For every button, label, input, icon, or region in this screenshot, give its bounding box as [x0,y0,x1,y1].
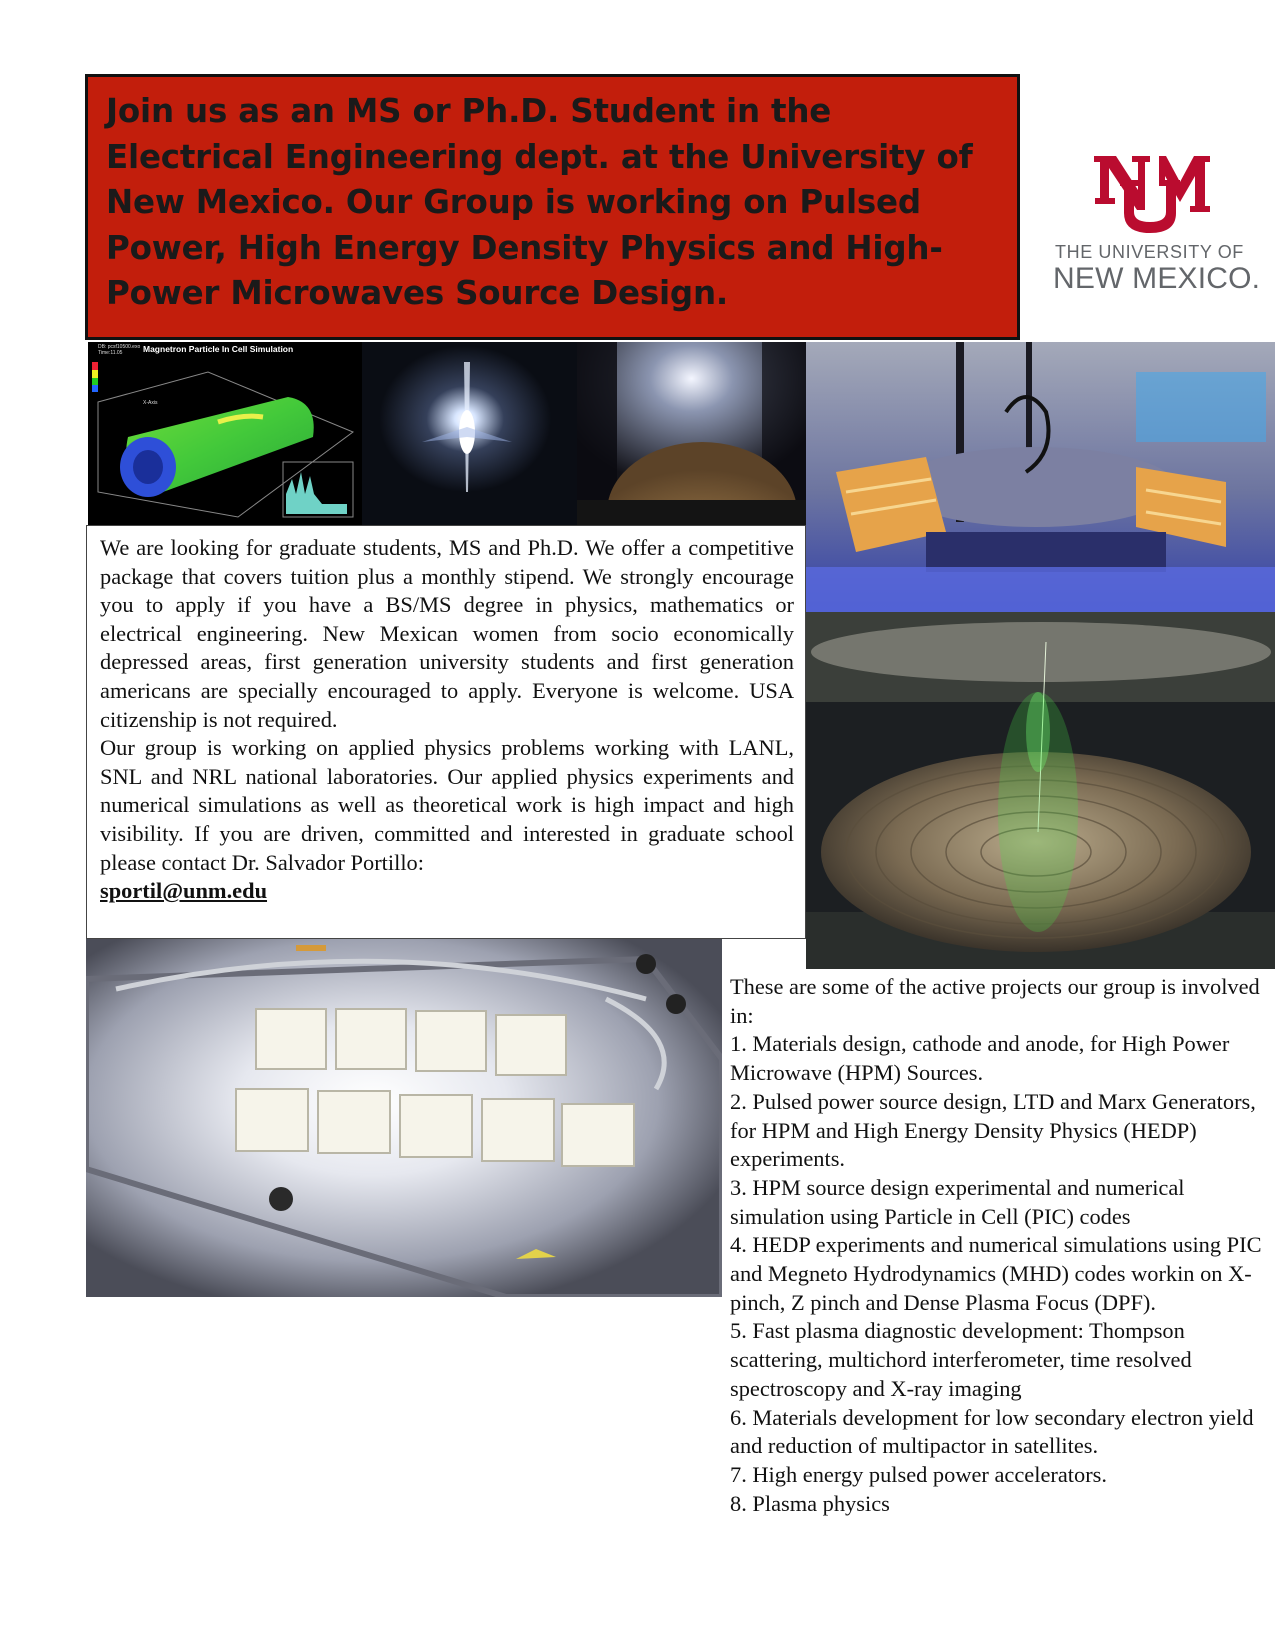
lab-apparatus-image [806,342,1275,612]
simulation-image [88,342,362,525]
recruitment-paragraph-2-text: Our group is working on applied physics problems working with LANL, SNL and NRL national laboratories. Our applied physics experiments and numerical simulations as well as theoretical work is high impact and high visibility. If you are driven, committed and interested in graduate school please contact Dr. Salvador Portillo: [100,735,794,875]
logo-line-1: THE UNIVERSITY OF [1055,242,1244,262]
project-item-5: 5. Fast plasma diagnostic development: Thompson scattering, multichord interferometer, time resolved spectroscopy and X-ray imaging [730,1318,1192,1401]
recruitment-paragraph-2 [100,734,794,906]
sim-axis-label: X-Axis [143,400,158,406]
project-item-4: 4. HEDP experiments and numerical simulations using PIC and Megneto Hydrodynamics (MHD) codes workin on X-pinch, Z pinch and Dense Plasma Focus (DPF). [730,1232,1262,1315]
project-item-2: 2. Pulsed power source design, LTD and Marx Generators, for HPM and High Energy Density Physics (HEDP) experiments. [730,1088,1256,1172]
projects-intro: These are some of the active projects our group is involved in: [730,974,1260,1028]
sim-meta-line-2: Time:11.05 [98,350,123,356]
dome-chamber-image [577,342,806,525]
recruitment-paragraph-1: We are looking for graduate students, MS and Ph.D. We offer a competitive package that covers tuition plus a monthly stipend. We strongly encourage you to apply if you have a BS/MS degree in physics, mathematics or electrical engineering. New Mexican women from socio economically depressed areas, first generation university students and first generation americans are specially encouraged to apply. Everyone is welcome. USA citizenship is not required. [100,535,794,732]
sim-heading: Magnetron Particle In Cell Simulation [143,344,294,354]
recruitment-text-box [86,525,806,939]
green-laser-disc-image [806,612,1275,969]
logo-line-2: NEW MEXICO. [1053,262,1261,295]
project-item-6: 6. Materials development for low secondary electron yield and reduction of multipactor in satellites. [730,1404,1254,1459]
unm-logo [1040,150,1261,300]
page-title: Join us as an MS or Ph.D. Student in the Electrical Engineering dept. at the University of New Mexico. Our Group is working on Pulsed Power, High Energy Density Physics and High-Power Microwaves Source Design. [106,92,973,312]
project-item-1: 1. Materials design, cathode and anode, for High Power Microwave (HPM) Sources. [730,1031,1230,1086]
sim-meta-line-1: DB: pcsf10500.exo [98,344,141,350]
project-item-3: 3. HPM source design experimental and numerical simulation using Particle in Cell (PIC) codes [730,1174,1185,1229]
unm-monogram-icon [1090,150,1210,240]
project-item-7: 7. High energy pulsed power accelerators. [730,1461,1107,1487]
projects-list [730,973,1270,1518]
project-item-8: 8. Plasma physics [730,1490,890,1516]
plasma-discharge-image [362,342,577,525]
contact-email-link[interactable]: sportil@unm.edu [100,878,268,904]
marx-generator-image [86,939,722,1297]
title-banner [85,74,1020,340]
